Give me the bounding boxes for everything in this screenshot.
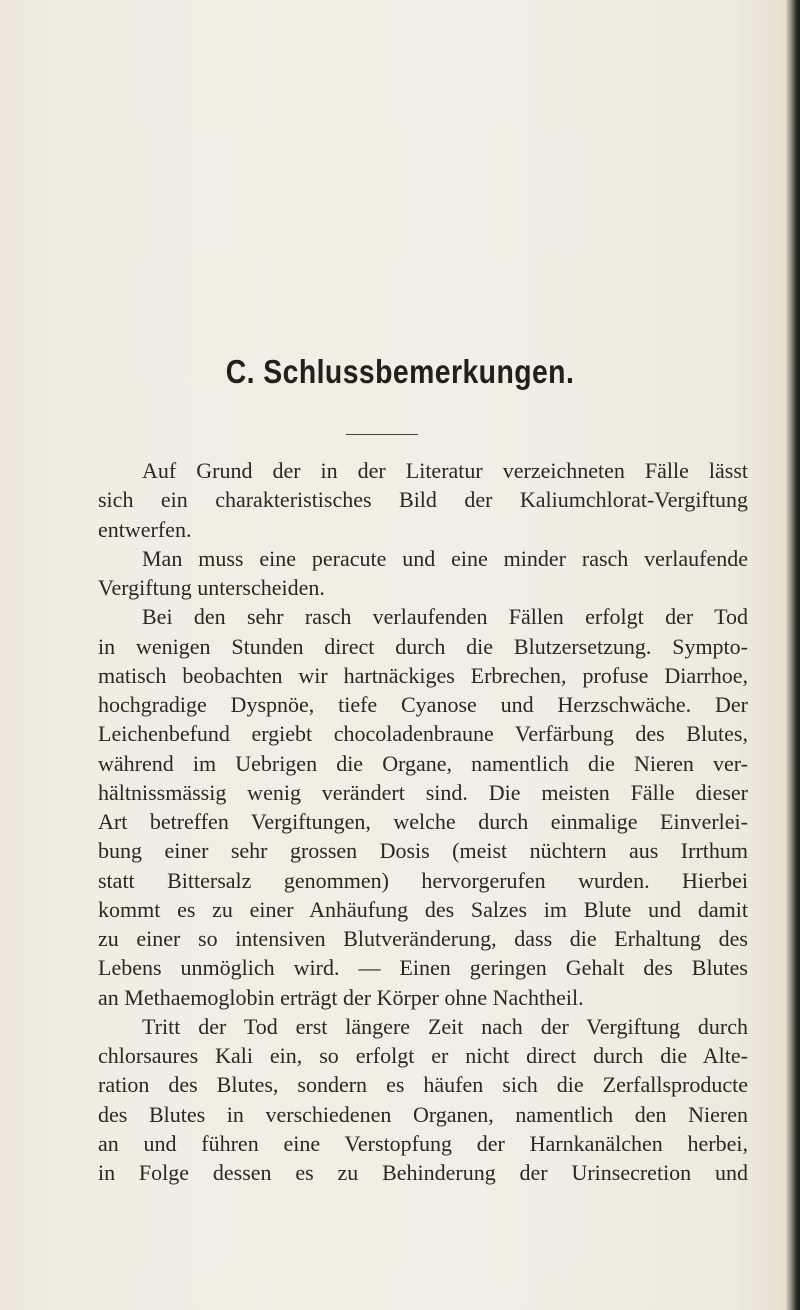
text-line: Art betreffen Vergiftungen, welche durch einmalige Einverlei- — [98, 809, 748, 834]
text-line: zu einer so intensiven Blutveränderung, dass die Erhaltung des — [98, 926, 748, 951]
heading-divider — [346, 434, 418, 435]
section-heading: C. Schlussbemerkungen. — [225, 353, 575, 390]
text-line: Tritt der Tod erst längere Zeit nach der Vergiftung durch — [142, 1013, 748, 1039]
text-line: Vergiftung unterscheiden. — [98, 575, 325, 600]
text-line: sich ein charakteristisches Bild der Kaliumchlorat-Vergiftung — [98, 487, 748, 513]
text-line: hältnissmässig wenig verändert sind. Die meisten Fälle dieser — [98, 779, 748, 805]
text-line: hochgradige Dyspnöe, tiefe Cyanose und Herzschwäche. Der — [98, 692, 748, 717]
text-line: an Methaemoglobin erträgt der Körper ohne Nachtheil. — [98, 984, 584, 1010]
text-line: statt Bittersalz genommen) hervorgerufen wurden. Hierbei — [98, 867, 748, 893]
text-line: während im Uebrigen die Organe, namentlich die Nieren ver- — [98, 750, 748, 776]
text-line: entwerfen. — [98, 516, 192, 542]
body-text — [98, 456, 748, 1187]
text-line: des Blutes in verschiedenen Organen, namentlich den Nieren — [98, 1101, 748, 1127]
text-line: bung einer sehr grossen Dosis (meist nüchtern aus Irrthum — [98, 838, 748, 864]
text-line: Leichenbefund ergiebt chocoladenbraune Verfärbung des Blutes, — [98, 721, 748, 747]
text-line: Man muss eine peracute und eine minder rasch verlaufende — [142, 545, 748, 571]
text-line: in wenigen Stunden direct durch die Blutzersetzung. Sympto- — [98, 633, 748, 659]
text-line: kommt es zu einer Anhäufung des Salzes im Blute und damit — [98, 896, 748, 922]
page-binding-edge — [786, 0, 800, 1310]
text-line: an und führen eine Verstopfung der Harnkanälchen herbei, — [98, 1130, 748, 1156]
text-line: matisch beobachten wir hartnäckiges Erbrechen, profuse Diarrhoe, — [98, 662, 748, 688]
text-line: Auf Grund der in der Literatur verzeichneten Fälle lässt — [142, 458, 748, 483]
text-line: chlorsaures Kali ein, so erfolgt er nicht direct durch die Alte- — [98, 1043, 748, 1068]
text-line: Lebens unmöglich wird. — Einen geringen Gehalt des Blutes — [98, 955, 748, 981]
text-line: ration des Blutes, sondern es häufen sich die Zerfallsproducte — [98, 1072, 748, 1098]
text-line: Bei den sehr rasch verlaufenden Fällen erfolgt der Tod — [142, 604, 748, 630]
text-line: in Folge dessen es zu Behinderung der Urinsecretion und — [98, 1160, 748, 1185]
